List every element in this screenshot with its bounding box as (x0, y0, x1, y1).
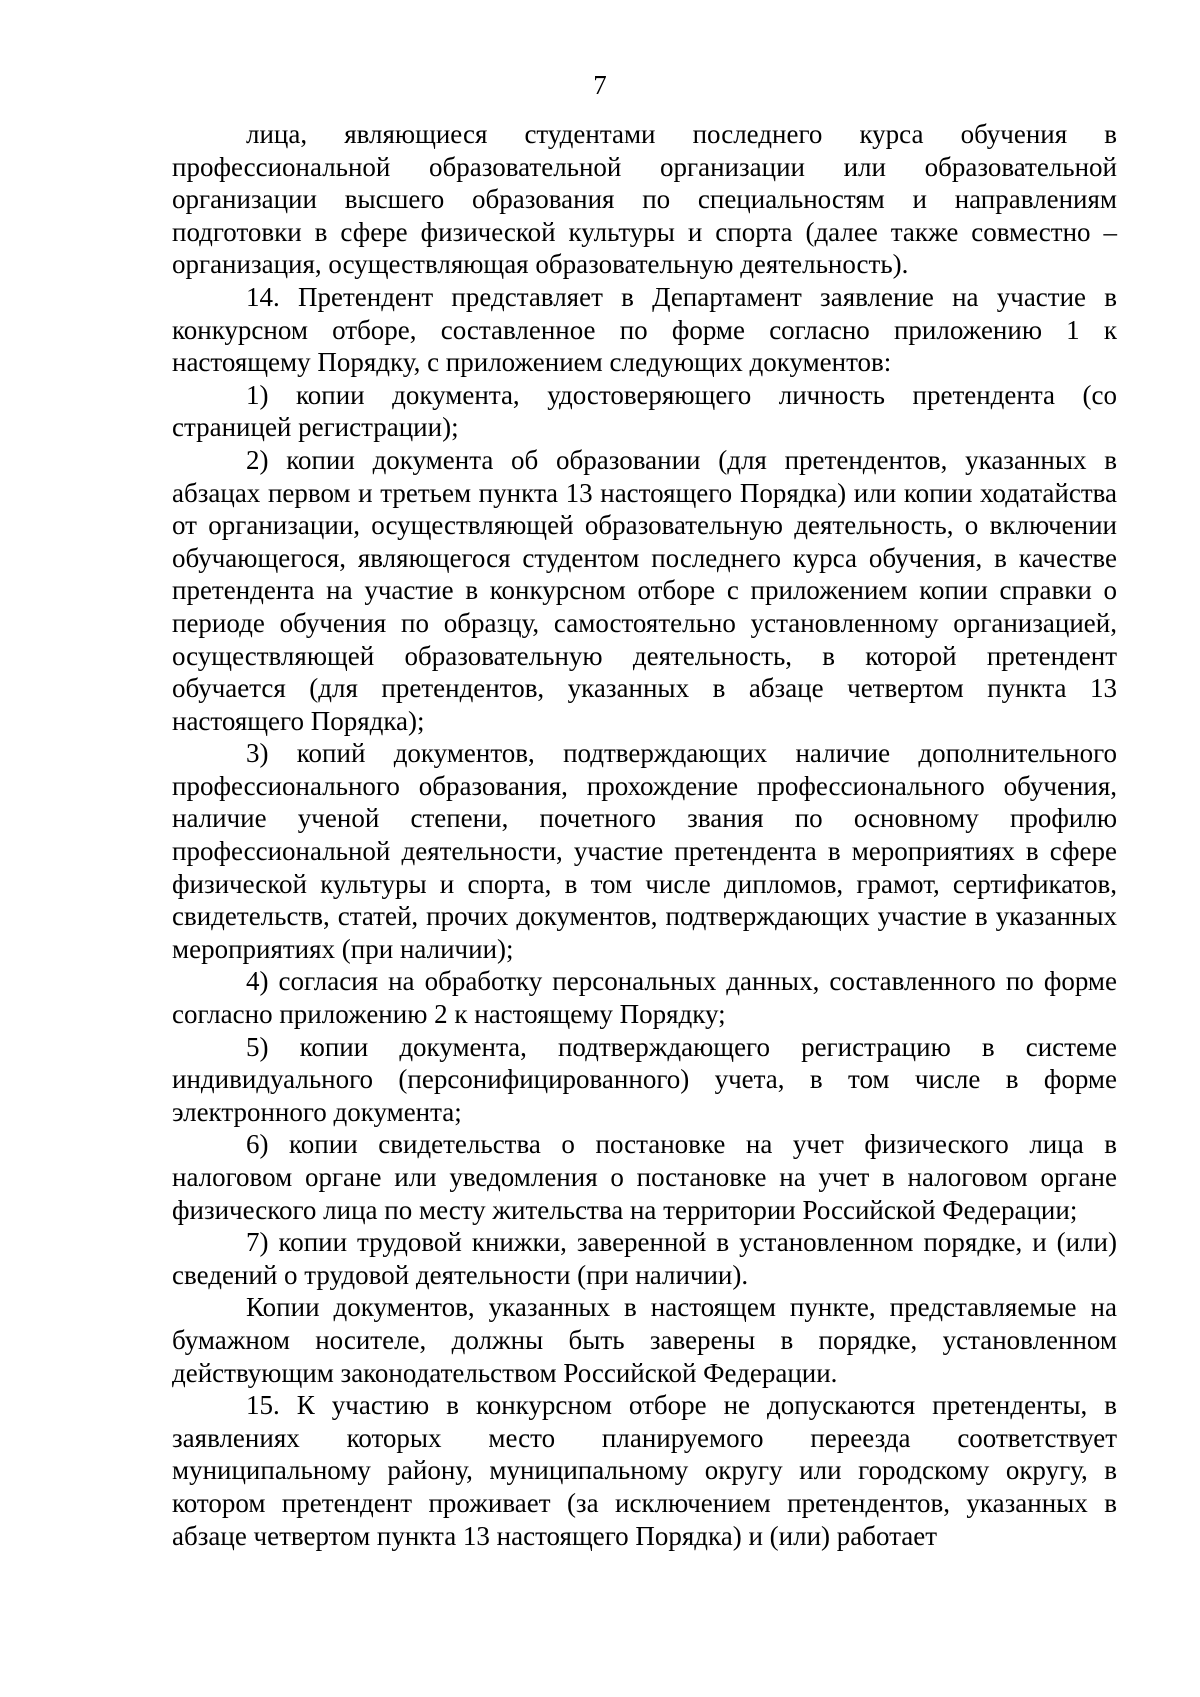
paragraph: 6) копии свидетельства о постановке на учет физического лица в налоговом органе или уведомления о постановке на учет в налоговом органе физического лица по месту жительства на территории Российской Федерации; (172, 1129, 1117, 1225)
paragraph: 7) копии трудовой книжки, заверенной в установленном порядке, и (или) сведений о трудовой деятельности (при наличии). (172, 1227, 1117, 1290)
paragraph: 1) копии документа, удостоверяющего личность претендента (со страницей регистрации); (172, 379, 1117, 443)
paragraph: 14. Претендент представляет в Департамент заявление на участие в конкурсном отборе, составленное по форме согласно приложению 1 к настоящему Порядку, с приложением следующих документов: (172, 281, 1117, 378)
paragraph: 5) копии документа, подтверждающего регистрацию в системе индивидуального (персонифицированного) учета, в том числе в форме электронного документа; (172, 1031, 1117, 1127)
paragraph: 15. К участию в конкурсном отборе не допускаются претенденты, в заявлениях которых место планируемого переезда соответствует муниципальному району, муниципальному округу или городскому округу, в котором претендент проживает (за исключением претендентов, указанных в абзаце четвертом пункта 13 настоящего Порядка) и (или) работает (172, 1390, 1117, 1551)
paragraph: 4) согласия на обработку персональных данных, составленного по форме согласно приложению 2 к настоящему Порядку; (172, 966, 1117, 1030)
document-body (172, 118, 1117, 1552)
paragraph: лица, являющиеся студентами последнего курса обучения в профессиональной образовательной организации или образовательной организации высшего образования по специальностям и направлениям подготовки в сфере физической культуры и спорта (далее также совместно – организация, осуществляющая образовательную деятельность). (172, 119, 1117, 280)
page-number: 7 (593, 70, 607, 100)
paragraph: Копии документов, указанных в настоящем пункте, представляемые на бумажном носителе, должны быть заверены в порядке, установленном действующим законодательством Российской Федерации. (172, 1292, 1117, 1388)
paragraph: 3) копий документов, подтверждающих наличие дополнительного профессионального образования, прохождение профессионального обучения, наличие ученой степени, почетного звания по основному профилю профессиональной деятельности, участие претендента в мероприятиях в сфере физической культуры и спорта, в том числе дипломов, грамот, сертификатов, свидетельств, статей, прочих документов, подтверждающих участие в указанных мероприятиях (при наличии); (172, 738, 1117, 964)
paragraph: 2) копии документа об образовании (для претендентов, указанных в абзацах первом и третьем пункта 13 настоящего Порядка) или копии ходатайства от организации, осуществляющей образовательную деятельность, о включении обучающегося, являющегося студентом последнего курса обучения, в качестве претендента на участие в конкурсном отборе с приложением копии справки о периоде обучения по образцу, самостоятельно установленному организацией, осуществляющей образовательную деятельность, в которой претендент обучается (для претендентов, указанных в абзаце четвертом пункта 13 настоящего Порядка); (172, 444, 1117, 736)
